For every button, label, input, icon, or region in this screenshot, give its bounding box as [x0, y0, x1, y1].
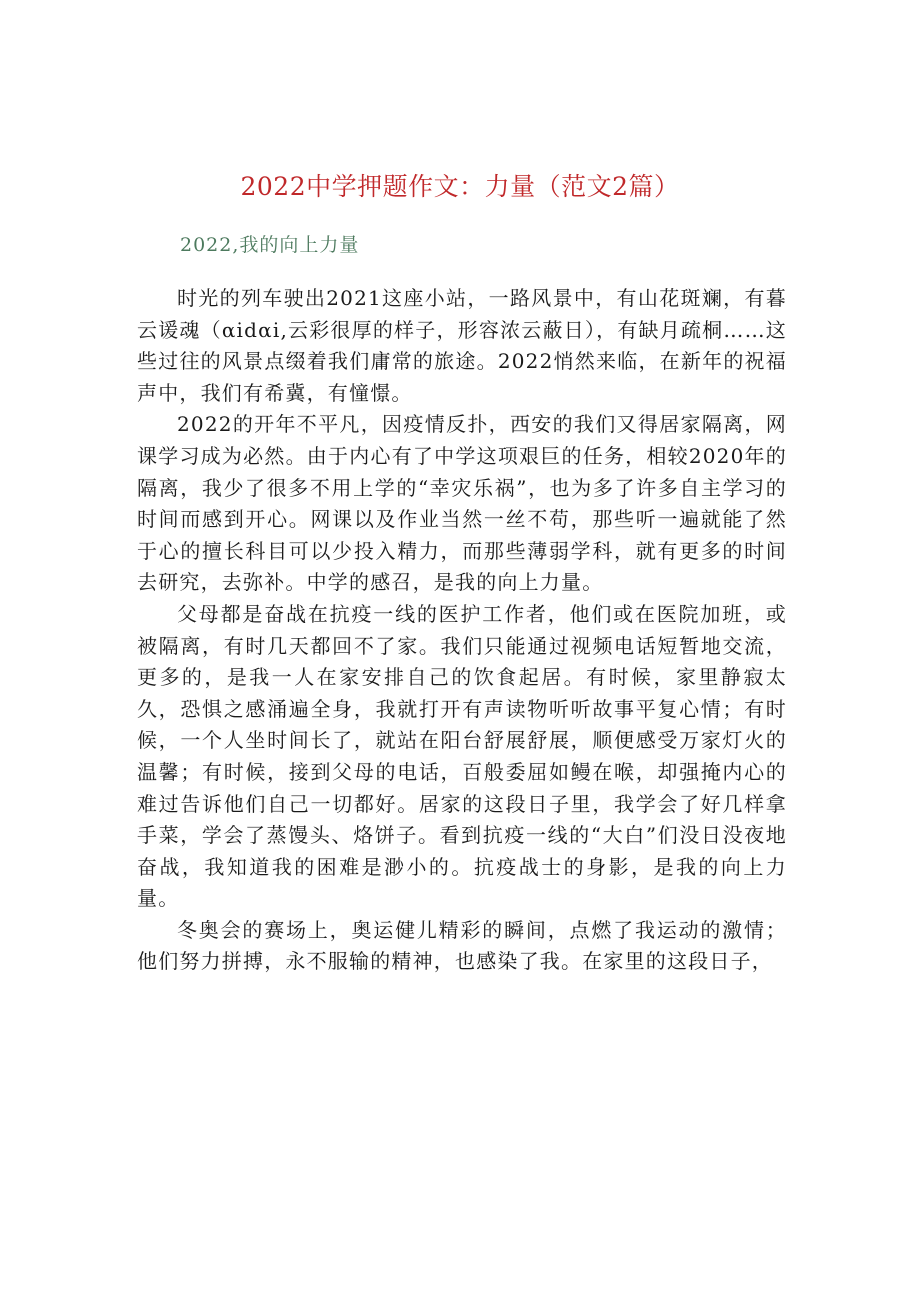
paragraph: 时光的列车驶出2021这座小站，一路风景中，有山花斑斓，有暮云谖魂（αidαi,云彩很厚的样子，形容浓云蔽日），有缺月疏桐……这些过往的风景点缀着我们庸常的旅途。2022悄然来临，在新年的祝福声中，我们有希冀，有憧憬。	[137, 286, 787, 405]
essay-subtitle: 2022,我的向上力量	[180, 234, 360, 256]
paragraph: 2022的开年不平凡，因疫情反扑，西安的我们又得居家隔离，网课学习成为必然。由于内心有了中学这项艰巨的任务，相较2020年的隔离，我少了很多不用上学的“幸灾乐祸”，也为多了许多自主学习的时间而感到开心。网课以及作业当然一丝不苟，那些听一遍就能了然于心的擅长科目可以少投入精力，而那些薄弱学科，就有更多的时间去研究，去弥补。中学的感召，是我的向上力量。	[137, 412, 787, 595]
essay-body	[137, 283, 787, 978]
document-title: 2022中学押题作文：力量（范文2篇）	[240, 172, 680, 201]
paragraph: 父母都是奋战在抗疫一线的医护工作者，他们或在医院加班，或被隔离，有时几天都回不了家。我们只能通过视频电话短暂地交流，更多的，是我一人在家安排自己的饮食起居。有时候，家里静寂太久，恐惧之感涌遍全身，我就打开有声读物听听故事平复心情；有时候，一个人坐时间长了，就站在阳台舒展舒展，顺便感受万家灯火的温馨；有时候，接到父母的电话，百般委屈如鳗在喉，却强掩内心的难过告诉他们自己一切都好。居家的这段日子里，我学会了好几样拿手菜，学会了蒸馒头、烙饼子。看到抗疫一线的“大白”们没日没夜地奋战，我知道我的困难是渺小的。抗疫战士的身影，是我的向上力量。	[137, 601, 787, 911]
paragraph: 冬奥会的赛场上，奥运健儿精彩的瞬间，点燃了我运动的激情；他们努力拼搏，永不服输的精神，也感染了我。在家里的这段日子，	[137, 917, 787, 974]
